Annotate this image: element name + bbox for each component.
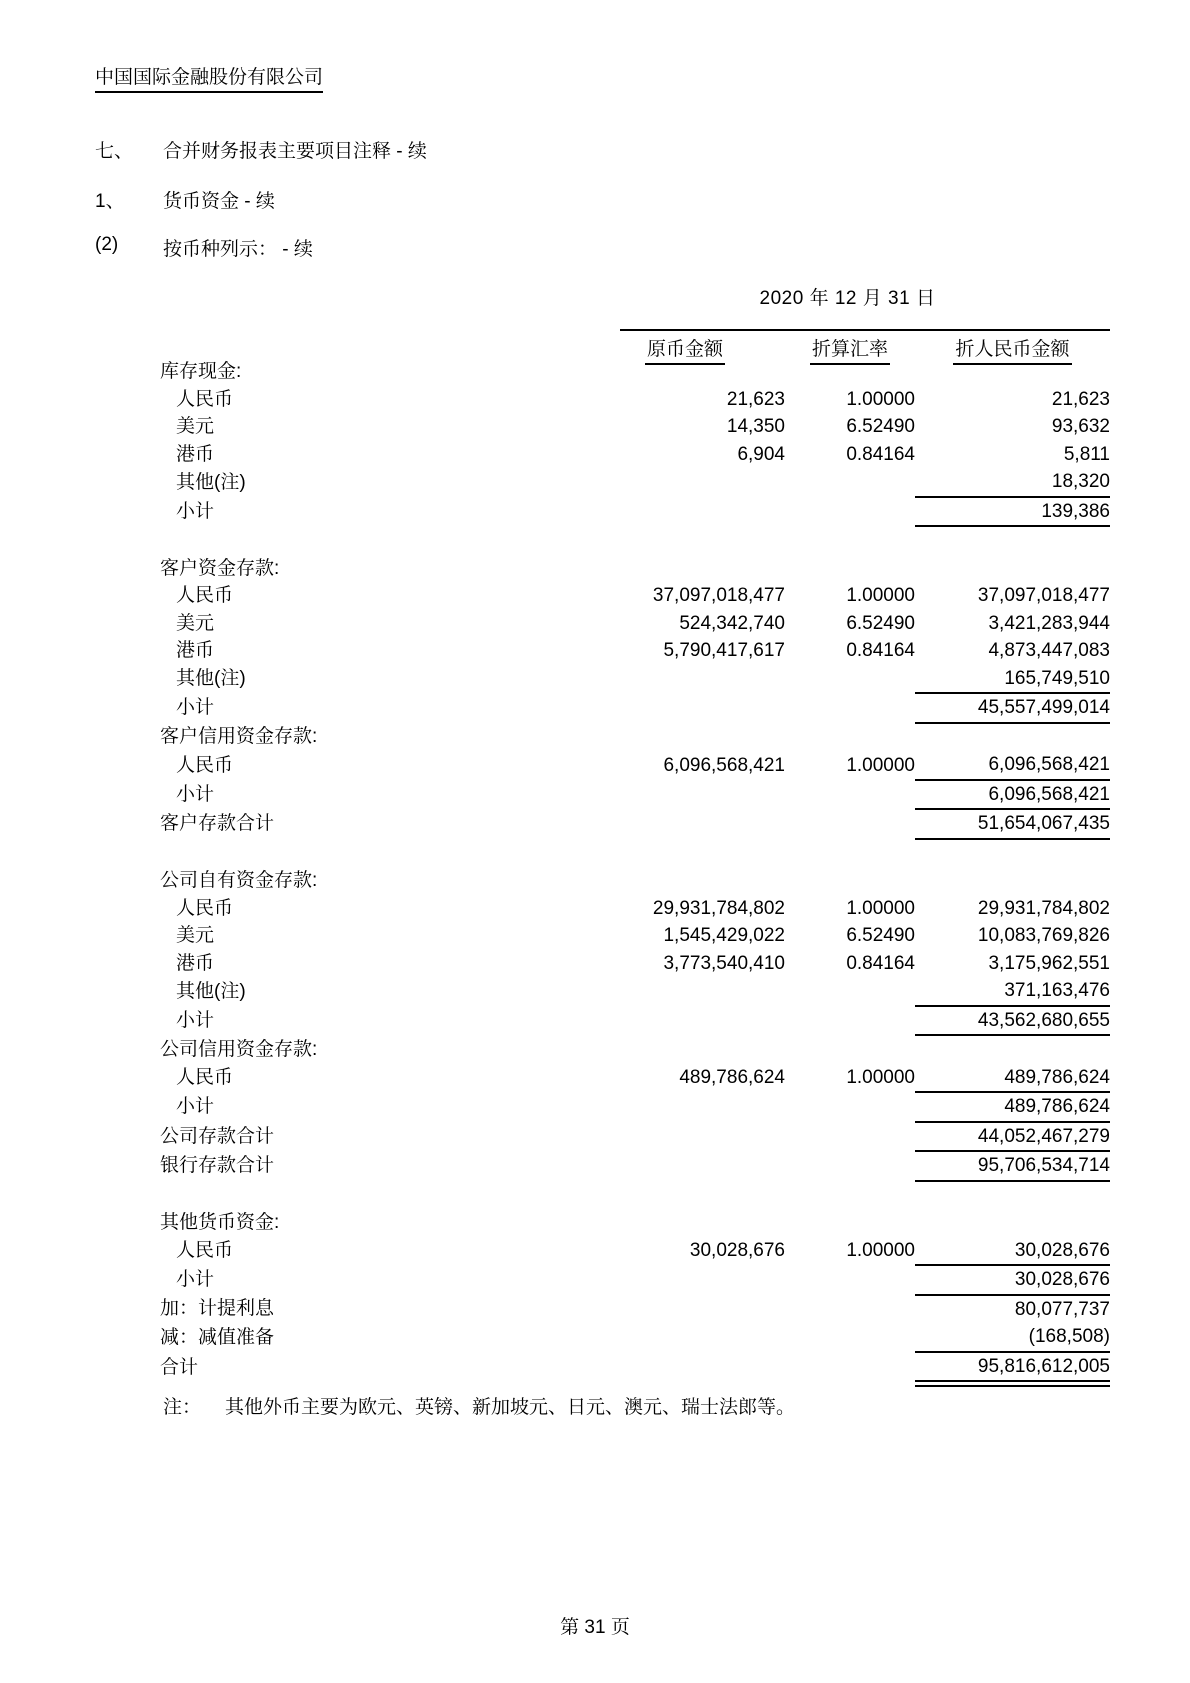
exchange-rate-cell — [785, 977, 915, 1006]
table-row — [160, 693, 1110, 723]
rmb-amount-cell: 489,786,624 — [915, 1092, 1110, 1122]
row-label: 美元 — [176, 612, 215, 634]
row-label: 人民币 — [176, 585, 234, 606]
table-row — [160, 895, 1110, 923]
rmb-amount-cell: 489,786,624 — [915, 1064, 1110, 1093]
original-amount-cell — [585, 526, 785, 555]
table-row — [160, 867, 1110, 895]
rmb-amount-cell — [915, 526, 1110, 555]
exchange-rate-cell: 1.00000 — [846, 388, 915, 410]
original-amount-cell: 14,350 — [726, 416, 785, 437]
exchange-rate-cell — [785, 497, 915, 527]
original-amount-cell — [585, 780, 785, 810]
table-row — [160, 809, 1110, 839]
table-row — [160, 468, 1110, 497]
exchange-rate-cell — [785, 1265, 915, 1295]
exchange-rate-cell — [785, 1006, 915, 1036]
rmb-amount-cell: 5,811 — [1063, 443, 1110, 465]
page-number: 第 31 页 — [560, 1617, 630, 1638]
exchange-rate-cell — [785, 780, 915, 810]
col-header-original-amount: 原币金额 — [585, 334, 785, 365]
table-row — [160, 922, 1110, 950]
table-row — [160, 1352, 1110, 1384]
table-row — [160, 1181, 1110, 1210]
row-label: 其他(注) — [176, 471, 246, 493]
row-label: 客户资金存款: — [160, 557, 280, 579]
table-row — [160, 441, 1110, 469]
item-number: 1、 — [95, 191, 125, 212]
row-label: 人民币 — [176, 1067, 234, 1088]
table-row — [160, 723, 1110, 752]
table-row — [160, 751, 1110, 780]
original-amount-cell: 5,790,417,617 — [663, 640, 785, 661]
table-row — [160, 1265, 1110, 1295]
original-amount-cell — [585, 1006, 785, 1036]
rmb-amount-cell: 4,873,447,083 — [988, 640, 1110, 661]
original-amount-cell: 30,028,676 — [689, 1240, 785, 1261]
rmb-amount-cell — [915, 839, 1110, 868]
exchange-rate-cell — [785, 468, 915, 497]
row-label: 客户存款合计 — [160, 813, 275, 834]
table-row — [160, 386, 1110, 414]
table-row — [160, 1092, 1110, 1122]
original-amount-cell — [585, 468, 785, 497]
rmb-amount-cell — [915, 1035, 1110, 1064]
row-label: 小计 — [176, 697, 215, 718]
row-label — [160, 1181, 585, 1210]
table-row — [160, 1237, 1110, 1266]
table-row — [160, 1122, 1110, 1152]
row-label: 银行存款合计 — [160, 1155, 275, 1176]
exchange-rate-cell — [785, 1352, 915, 1384]
exchange-rate-cell: 1.00000 — [846, 585, 915, 606]
rmb-amount-cell: 139,386 — [915, 497, 1110, 527]
original-amount-cell — [585, 497, 785, 527]
rmb-amount-cell — [915, 1209, 1110, 1237]
original-amount-cell — [585, 665, 785, 694]
rmb-amount-cell: 51,654,067,435 — [915, 809, 1110, 839]
exchange-rate-cell — [785, 358, 915, 386]
row-label: 港币 — [176, 640, 215, 661]
sub-item-title: 按币种列示： - 续 — [163, 239, 313, 260]
original-amount-cell: 29,931,784,802 — [652, 897, 785, 919]
original-amount-cell — [585, 809, 785, 839]
row-label: 人民币 — [176, 388, 234, 410]
section-title: 合并财务报表主要项目注释 - 续 — [163, 141, 427, 162]
row-label: 小计 — [176, 500, 215, 522]
rmb-amount-cell: 95,816,612,005 — [915, 1352, 1110, 1384]
original-amount-cell: 6,904 — [737, 443, 785, 465]
table-row — [160, 1323, 1110, 1352]
rmb-amount-cell: (168,508) — [915, 1323, 1110, 1352]
rmb-amount-cell: 80,077,737 — [1014, 1298, 1110, 1320]
exchange-rate-cell — [785, 665, 915, 694]
original-amount-cell — [585, 1209, 785, 1237]
note-text: 其他外币主要为欧元、英镑、新加坡元、日元、澳元、瑞士法郎等。 — [225, 1397, 796, 1418]
table-body — [160, 358, 1110, 1384]
row-label: 加：计提利息 — [160, 1298, 275, 1319]
row-label: 人民币 — [176, 754, 234, 776]
rmb-amount-cell: 95,706,534,714 — [915, 1151, 1110, 1181]
original-amount-cell — [585, 358, 785, 386]
rmb-amount-cell — [915, 1181, 1110, 1210]
rmb-amount-cell — [915, 867, 1110, 895]
rmb-amount-cell: 93,632 — [1051, 416, 1110, 437]
rmb-amount-cell — [915, 555, 1110, 583]
row-label: 小计 — [176, 1096, 215, 1117]
original-amount-cell — [585, 1181, 785, 1210]
original-amount-cell — [585, 1035, 785, 1064]
rmb-amount-cell: 3,421,283,944 — [988, 612, 1110, 634]
date-column-header: 2020 年 12 月 31 日 — [759, 288, 936, 309]
exchange-rate-cell: 0.84164 — [846, 640, 915, 661]
original-amount-cell — [585, 839, 785, 868]
row-label: 公司信用资金存款: — [160, 1038, 318, 1060]
original-amount-cell — [585, 1352, 785, 1384]
row-label: 港币 — [176, 952, 215, 974]
rmb-amount-cell: 30,028,676 — [915, 1265, 1110, 1295]
row-label: 减：减值准备 — [160, 1326, 275, 1348]
table-row — [160, 1035, 1110, 1064]
exchange-rate-cell: 1.00000 — [846, 1067, 915, 1088]
rmb-amount-cell: 10,083,769,826 — [977, 925, 1110, 946]
original-amount-cell — [585, 693, 785, 723]
exchange-rate-cell — [785, 1295, 915, 1324]
row-label — [160, 526, 585, 555]
original-amount-cell: 524,342,740 — [679, 612, 785, 634]
original-amount-cell — [585, 1265, 785, 1295]
table-row — [160, 665, 1110, 694]
table-row — [160, 1209, 1110, 1237]
rmb-amount-cell: 44,052,467,279 — [915, 1122, 1110, 1152]
company-name: 中国国际金融股份有限公司 — [95, 62, 323, 93]
original-amount-cell: 1,545,429,022 — [663, 925, 785, 946]
exchange-rate-cell — [785, 1035, 915, 1064]
original-amount-cell: 21,623 — [726, 388, 785, 410]
sub-item-number: (2) — [95, 234, 119, 255]
exchange-rate-cell — [785, 839, 915, 868]
original-amount-cell — [585, 1122, 785, 1152]
table-row — [160, 1151, 1110, 1181]
table-row — [160, 637, 1110, 665]
original-amount-cell — [585, 1092, 785, 1122]
original-amount-cell — [585, 1323, 785, 1352]
original-amount-cell: 489,786,624 — [679, 1067, 785, 1088]
rmb-amount-cell: 21,623 — [1051, 388, 1110, 410]
original-amount-cell — [585, 723, 785, 752]
original-amount-cell: 6,096,568,421 — [663, 754, 785, 776]
rmb-amount-cell: 371,163,476 — [915, 977, 1110, 1006]
row-label: 小计 — [176, 1269, 215, 1290]
row-label: 美元 — [176, 416, 215, 437]
exchange-rate-cell: 1.00000 — [846, 754, 915, 776]
exchange-rate-cell — [785, 867, 915, 895]
exchange-rate-cell — [785, 1181, 915, 1210]
exchange-rate-cell — [785, 1092, 915, 1122]
original-amount-cell: 37,097,018,477 — [652, 585, 785, 606]
exchange-rate-cell: 6.52490 — [846, 925, 915, 946]
row-label — [160, 839, 585, 868]
row-label: 美元 — [176, 925, 215, 946]
exchange-rate-cell — [785, 1323, 915, 1352]
table-row — [160, 582, 1110, 610]
rmb-amount-cell: 165,749,510 — [915, 665, 1110, 694]
exchange-rate-cell: 0.84164 — [846, 443, 915, 465]
original-amount-cell — [585, 555, 785, 583]
note-label: 注： — [163, 1397, 202, 1418]
col-header-exchange-rate: 折算汇率 — [785, 334, 915, 365]
rmb-amount-cell — [915, 723, 1110, 752]
exchange-rate-cell: 1.00000 — [846, 1240, 915, 1261]
row-label: 小计 — [176, 783, 215, 805]
table-row — [160, 950, 1110, 978]
exchange-rate-cell — [785, 723, 915, 752]
rmb-amount-cell — [915, 358, 1110, 386]
table-row — [160, 1064, 1110, 1093]
table-row — [160, 977, 1110, 1006]
row-label: 公司存款合计 — [160, 1125, 275, 1147]
table-row — [160, 555, 1110, 583]
exchange-rate-cell — [785, 1209, 915, 1237]
table-row — [160, 839, 1110, 868]
exchange-rate-cell — [785, 1151, 915, 1181]
table-row — [160, 358, 1110, 386]
rmb-amount-cell: 6,096,568,421 — [915, 780, 1110, 810]
row-label: 人民币 — [176, 1240, 234, 1261]
table-row — [160, 526, 1110, 555]
exchange-rate-cell — [785, 555, 915, 583]
table-row — [160, 780, 1110, 810]
row-label: 小计 — [176, 1009, 215, 1031]
row-label: 客户信用资金存款: — [160, 726, 318, 747]
exchange-rate-cell — [785, 693, 915, 723]
currency-breakdown-table — [160, 358, 1110, 1387]
table-row — [160, 610, 1110, 638]
exchange-rate-cell: 6.52490 — [846, 612, 915, 634]
rmb-amount-cell: 29,931,784,802 — [977, 897, 1110, 919]
rmb-amount-cell: 30,028,676 — [915, 1237, 1110, 1266]
rmb-amount-cell: 6,096,568,421 — [915, 751, 1110, 780]
rmb-amount-cell: 43,562,680,655 — [915, 1006, 1110, 1036]
original-amount-cell — [585, 867, 785, 895]
exchange-rate-cell — [785, 526, 915, 555]
row-label: 其他(注) — [176, 980, 246, 1002]
row-label: 港币 — [176, 443, 215, 465]
section-number: 七、 — [95, 141, 134, 162]
original-amount-cell — [585, 977, 785, 1006]
row-label: 其他货币资金: — [160, 1212, 280, 1233]
row-label: 合计 — [160, 1356, 199, 1378]
item-title: 货币资金 - 续 — [163, 191, 275, 212]
rmb-amount-cell: 37,097,018,477 — [977, 585, 1110, 606]
exchange-rate-cell: 0.84164 — [846, 952, 915, 974]
rmb-amount-cell: 45,557,499,014 — [915, 693, 1110, 723]
original-amount-cell: 3,773,540,410 — [663, 952, 785, 974]
col-header-rmb-amount: 折人民币金额 — [915, 334, 1110, 365]
date-header-rule — [620, 329, 1110, 331]
table-row — [160, 413, 1110, 441]
table-row — [160, 1295, 1110, 1324]
exchange-rate-cell — [785, 1122, 915, 1152]
rmb-amount-cell: 18,320 — [915, 468, 1110, 497]
row-label: 人民币 — [176, 897, 234, 919]
table-row — [160, 1006, 1110, 1036]
row-label: 其他(注) — [176, 668, 246, 689]
exchange-rate-cell: 1.00000 — [846, 897, 915, 919]
row-label: 公司自有资金存款: — [160, 870, 318, 891]
rmb-amount-cell: 3,175,962,551 — [988, 952, 1110, 974]
original-amount-cell — [585, 1295, 785, 1324]
table-row — [160, 497, 1110, 527]
original-amount-cell — [585, 1151, 785, 1181]
exchange-rate-cell — [785, 809, 915, 839]
exchange-rate-cell: 6.52490 — [846, 416, 915, 437]
row-label: 库存现金: — [160, 361, 242, 382]
